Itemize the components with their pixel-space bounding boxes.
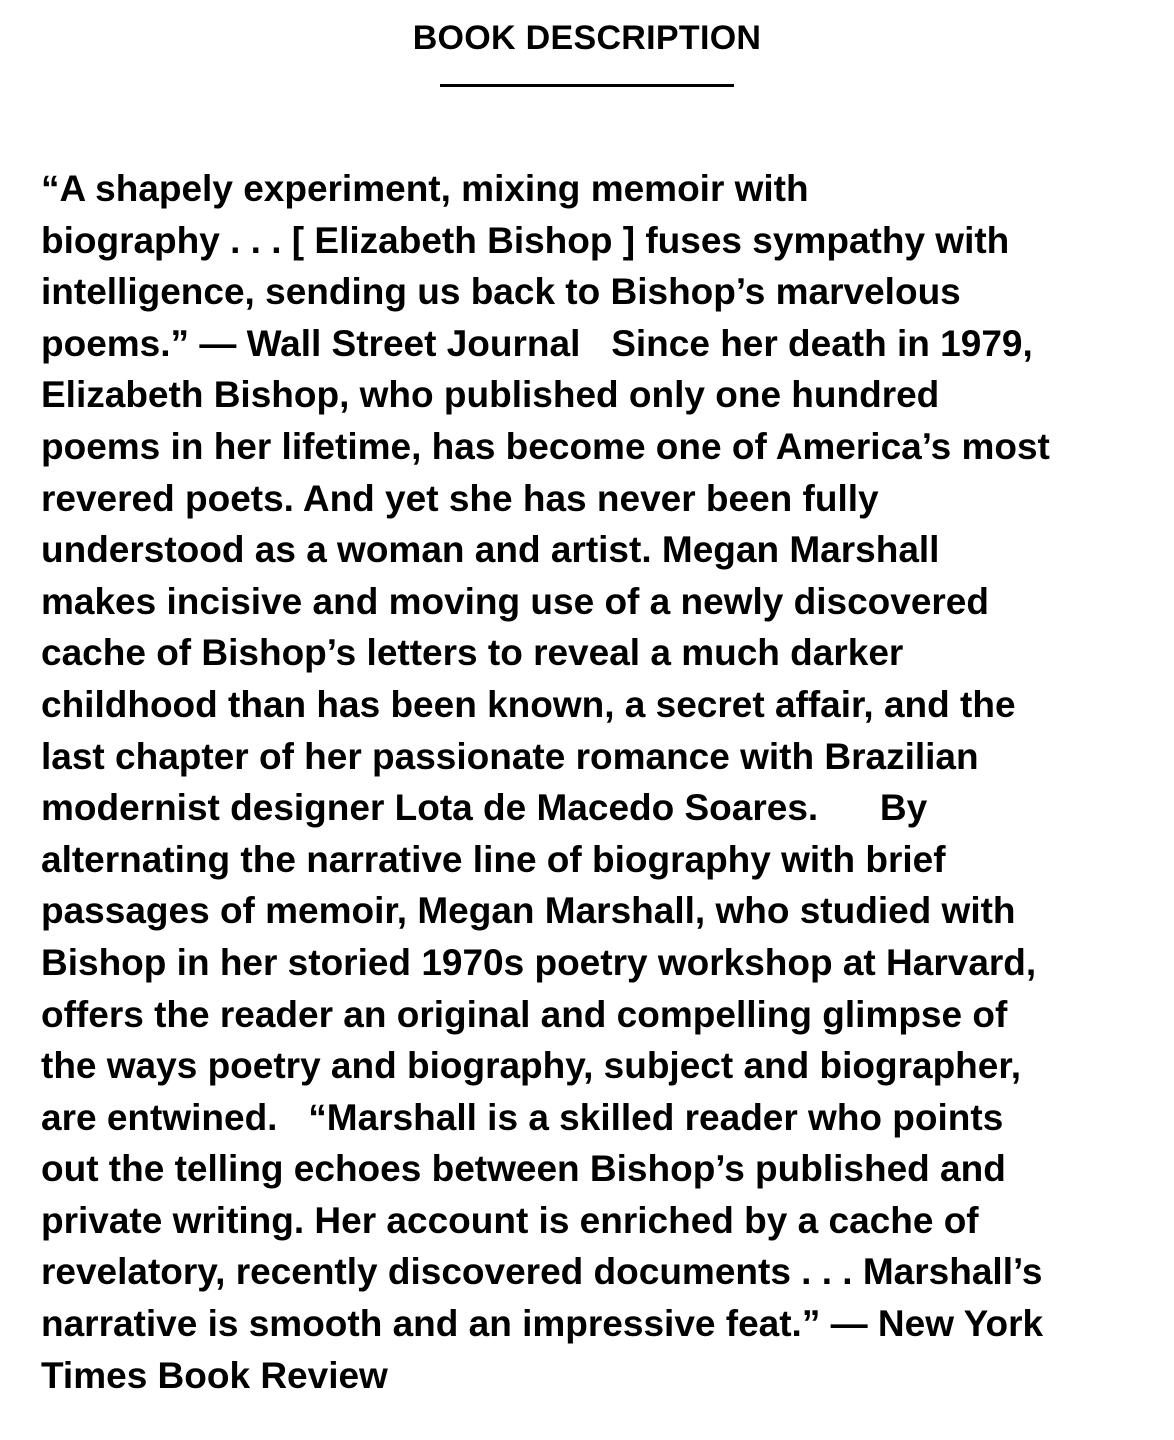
description-line: out the telling echoes between Bishop’s published and (41, 1148, 1006, 1190)
description-line: revelatory, recently discovered documents . . . Marshall’s (41, 1251, 1043, 1293)
description-line: Bishop in her storied 1970s poetry workshop at Harvard, (41, 941, 1037, 983)
description-line: alternating the narrative line of biography with brief (41, 838, 946, 880)
description-line: last chapter of her passionate romance with Brazilian (41, 735, 979, 777)
description-line: understood as a woman and artist. Megan Marshall (41, 529, 940, 571)
description-line: Times Book Review (41, 1354, 388, 1396)
description-line: poems.” — Wall Street Journal Since her death in 1979, (41, 322, 1033, 364)
description-line: poems in her lifetime, has become one of America’s most (41, 425, 1050, 467)
description-line: makes incisive and moving use of a newly discovered (41, 580, 989, 622)
description-line: the ways poetry and biography, subject and biographer, (41, 1045, 1021, 1087)
description-line: modernist designer Lota de Macedo Soares. By (41, 787, 928, 829)
book-description-text (41, 163, 1136, 1401)
description-line: childhood than has been known, a secret affair, and the (41, 683, 1016, 725)
section-title: BOOK DESCRIPTION (412, 19, 762, 57)
description-line: narrative is smooth and an impressive feat.” — New York (41, 1303, 1044, 1345)
description-line: offers the reader an original and compelling glimpse of (41, 993, 1008, 1035)
description-line: biography . . . [ Elizabeth Bishop ] fuses sympathy with (41, 219, 1010, 261)
description-line: cache of Bishop’s letters to reveal a much darker (41, 632, 904, 674)
description-line: are entwined. “Marshall is a skilled reader who points (41, 1096, 1004, 1138)
description-line: Elizabeth Bishop, who published only one hundred (41, 374, 940, 416)
description-line: “A shapely experiment, mixing memoir with (41, 168, 809, 209)
description-line: intelligence, sending us back to Bishop’s marvelous (41, 271, 961, 313)
description-line: revered poets. And yet she has never been fully (41, 477, 879, 519)
header (0, 0, 1174, 87)
description-line: passages of memoir, Megan Marshall, who studied with (41, 890, 1016, 932)
title-divider (440, 84, 734, 87)
description-line: private writing. Her account is enriched by a cache of (41, 1199, 979, 1241)
